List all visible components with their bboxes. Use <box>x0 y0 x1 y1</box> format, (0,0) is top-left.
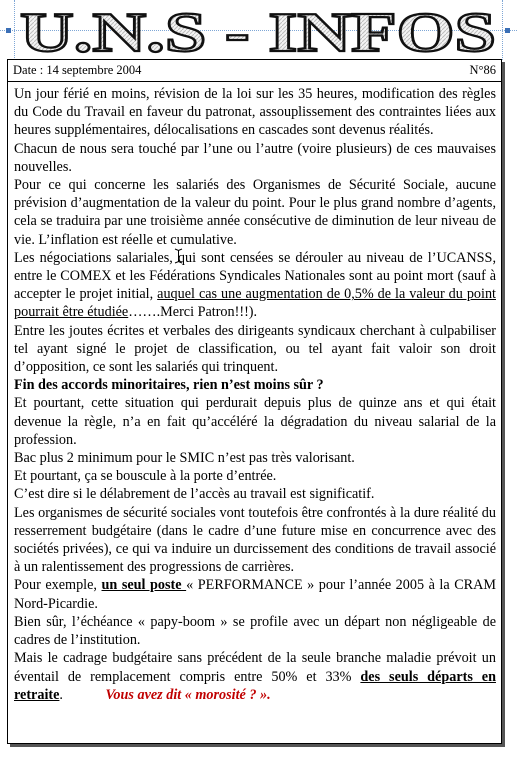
example-text: Pour exemple, <box>14 577 102 594</box>
closing-text: Mais le cadrage budgétaire sans précédent de la seule branche maladie prévoit un éventail de remplacement compris entre 50% et 33% <box>14 650 496 685</box>
paragraph-everyone: Chacun de nous sera touché par l’une ou l’autre (voire plusieurs) de ces mauvaises nouvelles. <box>14 140 496 175</box>
negotiations-end: …….Merci Patron!!!). <box>128 304 258 321</box>
selection-handle-right[interactable] <box>505 28 510 33</box>
text-cursor-icon <box>174 248 183 264</box>
selection-handle-left[interactable] <box>6 28 11 33</box>
newsletter-banner[interactable] <box>14 6 502 58</box>
paragraph-papy-boom: Bien sûr, l’échéance « papy-boom » se profile avec un départ non négligeable de cadres de l’institution. <box>14 613 496 649</box>
issue-date: Date : 14 septembre 2004 <box>13 63 142 77</box>
paragraph-closing <box>14 649 496 704</box>
paragraph-negotiations <box>14 249 496 322</box>
paragraph-entrance: Et pourtant, ça se bouscule à la porte d’entrée. <box>14 468 277 485</box>
section-heading: Fin des accords minoritaires, rien n’est moins sûr ? <box>14 377 324 394</box>
paragraph-intro: Un jour férié en moins, révision de la loi sur les 35 heures, modification des règles du Code du Travail en faveur du patronat, assouplissement des contraintes liées aux heures supplémentaires, délocalisations en cascades sont devenus réalités. <box>14 86 496 139</box>
paragraph-access: C’est dire si le délabrement de l’accès au travail est significatif. <box>14 486 375 503</box>
example-end: « PERFORMANCE » pour l’année 2005 à la CRAM Nord-Picardie. <box>14 577 497 612</box>
paragraph-example <box>14 576 496 612</box>
selection-guide-right <box>502 0 503 60</box>
paragraph-degradation: Et pourtant, cette situation qui perdurait depuis plus de quinze ans et qui était devenue la règle, n’a en fait qu’accéléré la dégradation du niveau salarial de la profession. <box>14 395 496 448</box>
closing-period: . <box>59 686 63 703</box>
paragraph-budget: Les organismes de sécurité sociales vont toutefois être confrontés à la dure réalité du resserrement budgétaire (dans le cadre d’une future mise en concurrence avec des sociétés privées), ce qui va induire un durcissement des conditions de travail associé à un ralentissement des progressions de carrières. <box>14 504 496 576</box>
paragraph-social-security: Pour ce qui concerne les salariés des Organismes de Sécurité Sociale, aucune prévision d’augmentation de la valeur du point. Pour le plus grand nombre d’agents, cela se traduira par une troisième année consécutive de diminution de leur niveau de vie. L’inflation est réelle et cumulative. <box>14 177 496 248</box>
paragraph-jousts: Entre les joutes écrites et verbales des dirigeants syndicaux cherchant à culpabiliser tel ayant signé le projet de classification, ou tel ayant fait valoir son droit d’opposition, ce sont les salariés qui trinquent. <box>14 322 496 376</box>
issue-number: N°86 <box>469 63 496 77</box>
article-frame <box>7 59 502 744</box>
example-highlight: un seul poste <box>101 577 187 594</box>
banner-title: U.N.S - INFOS <box>20 6 497 58</box>
negotiations-text: Les négociations salariales, qui sont censées se dérouler au niveau de l’UCANSS, entre le COMEX et les Fédérations Syndicales Nationales sont au point mort (sauf à accepter le projet initial, <box>14 249 496 303</box>
article-body[interactable] <box>14 85 496 704</box>
banner-wordart <box>14 6 502 58</box>
closing-red-note: Vous avez dit « morosité ? ». <box>105 686 271 703</box>
closing-highlight: des seuls départs en retraite <box>14 668 496 703</box>
issue-header <box>8 60 501 82</box>
paragraph-smic: Bac plus 2 minimum pour le SMIC n’est pas très valorisant. <box>14 450 355 467</box>
negotiations-underlined: auquel cas une augmentation de 0,5% de la valeur du point pourrait être étudiée <box>14 286 496 321</box>
